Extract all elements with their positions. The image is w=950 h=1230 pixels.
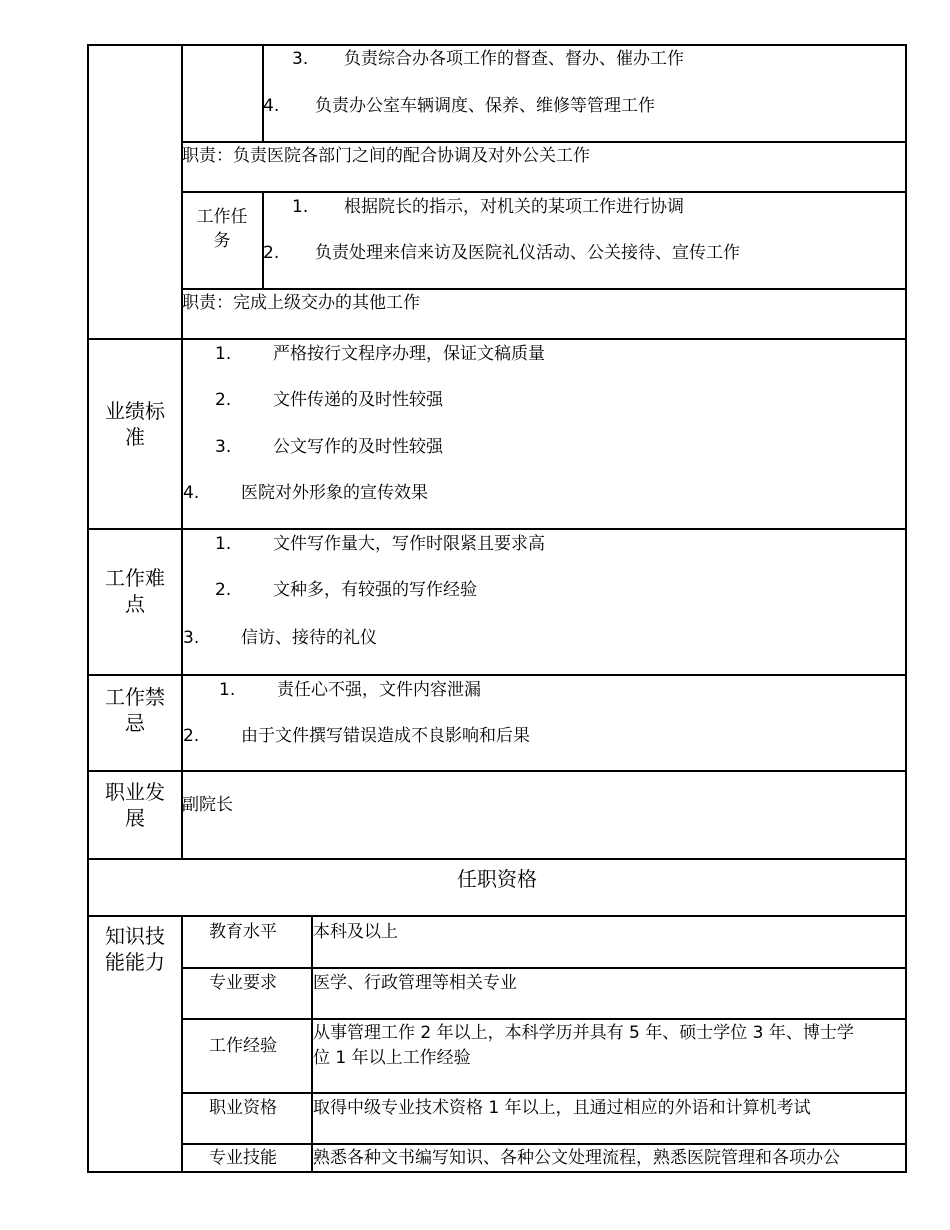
- qual-row-divider: [181, 1092, 907, 1094]
- performance-item-text: 医院对外形象的宣传效果: [241, 483, 428, 503]
- qual-row-label: 工作经验: [209, 1036, 277, 1056]
- qualification-group-label-text: 知识技能能力: [105, 924, 165, 974]
- qual-row-value-line1: 从事管理工作 2 年以上，本科学历并具有 5 年、硕士学位 3 年、博士学: [313, 1023, 854, 1043]
- task-label-text: 工作任务: [196, 207, 248, 251]
- section-divider: [87, 528, 907, 530]
- performance-item-text: 严格按行文程序办理，保证文稿质量: [273, 344, 545, 364]
- section-divider: [87, 674, 907, 676]
- difficulty-label: [89, 565, 181, 617]
- taboo-label: [89, 684, 181, 736]
- difficulty-item-text: 文种多，有较强的写作经验: [273, 580, 477, 600]
- difficulty-item-number: 3.: [183, 628, 200, 648]
- row-divider: [181, 288, 907, 290]
- career-label-text: 职业发展: [105, 780, 165, 830]
- qual-row-value: 取得中级专业技术资格 1 年以上，且通过相应的外语和计算机考试: [313, 1098, 811, 1118]
- taboo-item-number: 1.: [219, 680, 236, 700]
- qual-row-value: 医学、行政管理等相关专业: [313, 973, 517, 993]
- qual-row-divider: [181, 1018, 907, 1020]
- duty-statement: 职责：负责医院各部门之间的配合协调及对外公关工作: [182, 146, 590, 166]
- task-item-number: 2.: [263, 243, 280, 263]
- difficulty-item-number: 1.: [215, 534, 232, 554]
- performance-item-number: 1.: [215, 344, 232, 364]
- duty-item-text: 负责办公室车辆调度、保养、维修等管理工作: [315, 96, 655, 116]
- taboo-label-text: 工作禁忌: [105, 685, 165, 735]
- career-label: [89, 779, 181, 831]
- difficulty-item-number: 2.: [215, 580, 232, 600]
- table-border-right: [905, 44, 907, 1173]
- section-divider: [87, 338, 907, 340]
- task-subcolumn-divider-2: [262, 191, 264, 289]
- difficulty-item-text: 信访、接待的礼仪: [241, 628, 377, 648]
- qual-row-label: 教育水平: [209, 922, 277, 942]
- task-subcolumn-divider-1: [262, 44, 264, 142]
- task-item-text: 根据院长的指示，对机关的某项工作进行协调: [344, 197, 684, 217]
- qual-row-value: 本科及以上: [313, 922, 398, 942]
- qualification-section-title: 任职资格: [457, 867, 537, 891]
- qual-row-value: 熟悉各种文书编写知识、各种公文处理流程，熟悉医院管理和各项办公: [313, 1148, 840, 1168]
- section-divider: [87, 770, 907, 772]
- duty-item-number: 3.: [292, 49, 309, 69]
- qual-row-label: 专业技能: [209, 1148, 277, 1168]
- duty-item-text: 负责综合办各项工作的督查、督办、催办工作: [344, 49, 684, 69]
- section-divider: [87, 915, 907, 917]
- taboo-item-text: 由于文件撰写错误造成不良影响和后果: [241, 726, 530, 746]
- difficulty-label-text: 工作难点: [105, 566, 165, 616]
- qualification-group-label: [89, 923, 181, 975]
- performance-item-number: 3.: [215, 437, 232, 457]
- table-border-top: [87, 44, 907, 46]
- difficulty-item-text: 文件写作量大，写作时限紧且要求高: [273, 534, 545, 554]
- performance-item-text: 文件传递的及时性较强: [273, 390, 443, 410]
- performance-item-text: 公文写作的及时性较强: [273, 437, 443, 457]
- qual-row-divider: [181, 967, 907, 969]
- table-border-bottom: [87, 1171, 907, 1173]
- performance-item-number: 2.: [215, 390, 232, 410]
- task-item-text: 负责处理来信来访及医院礼仪活动、公关接待、宣传工作: [315, 243, 740, 263]
- section-divider: [87, 858, 907, 860]
- performance-label-text: 业绩标准: [105, 399, 165, 449]
- taboo-item-text: 责任心不强，文件内容泄漏: [277, 680, 481, 700]
- performance-item-number: 4.: [183, 483, 200, 503]
- duty-statement: 职责：完成上级交办的其他工作: [182, 293, 420, 313]
- qual-row-label: 专业要求: [209, 973, 277, 993]
- qual-row-value-line2: 位 1 年以上工作经验: [313, 1048, 471, 1068]
- row-divider: [181, 141, 907, 143]
- task-item-number: 1.: [292, 197, 309, 217]
- row-divider: [181, 191, 907, 193]
- duty-item-number: 4.: [263, 96, 280, 116]
- qual-row-divider: [181, 1143, 907, 1145]
- taboo-item-number: 2.: [183, 726, 200, 746]
- career-value: 副院长: [182, 795, 233, 815]
- performance-label: [89, 398, 181, 450]
- qual-row-label: 职业资格: [209, 1098, 277, 1118]
- qual-value-divider: [311, 915, 313, 1173]
- task-label: [182, 205, 262, 253]
